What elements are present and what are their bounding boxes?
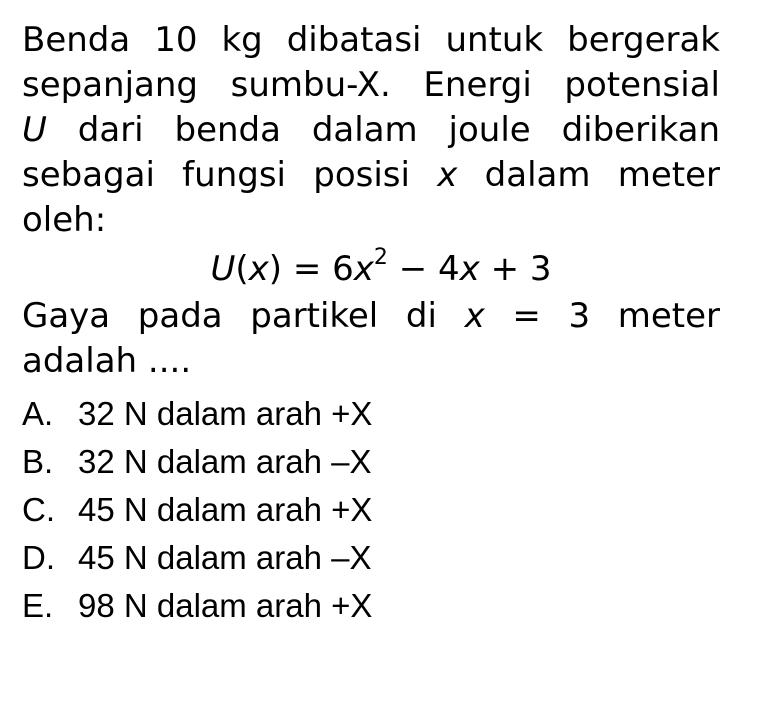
formula-arg: x (248, 249, 269, 289)
question-line-5: oleh: (22, 200, 107, 240)
question-line-4-tail: dalam meter (484, 155, 721, 195)
option-text: 45 N dalam arah –X (78, 539, 372, 576)
option-text: 45 N dalam arah +X (78, 491, 373, 528)
formula-func: U (210, 249, 236, 289)
option-d[interactable] (22, 534, 720, 582)
option-letter: E. (22, 587, 54, 624)
prompt-line-1 (22, 294, 720, 339)
option-e[interactable] (22, 582, 720, 630)
option-b[interactable] (22, 438, 720, 486)
var-u: U (22, 110, 47, 150)
option-letter: A. (22, 395, 54, 432)
option-letter: C. (22, 491, 55, 528)
formula-x-squared: x (353, 249, 374, 289)
question-page (22, 18, 720, 630)
prompt-line-2: adalah .... (22, 341, 192, 381)
option-letter: D. (22, 539, 55, 576)
prompt-line-1-text: Gaya pada partikel di (22, 296, 437, 336)
question-prompt (22, 294, 720, 384)
formula-close-paren: ) (268, 249, 283, 289)
prompt-line-1-tail: = 3 meter (512, 296, 720, 336)
option-text: 32 N dalam arah +X (78, 395, 373, 432)
question-line-4 (22, 153, 720, 198)
option-c[interactable] (22, 486, 720, 534)
var-x: x (437, 155, 458, 195)
option-a[interactable] (22, 390, 720, 438)
question-paragraph (22, 18, 720, 243)
question-line-1: Benda 10 kg dibatasi untuk bergerak (22, 20, 720, 60)
answer-options (22, 390, 720, 630)
prompt-var-x: x (464, 296, 485, 336)
potential-formula (22, 244, 720, 292)
question-line-3 (22, 108, 720, 153)
formula-open-paren: ( (235, 249, 249, 289)
formula-equals: = 6 (282, 249, 354, 289)
question-line-3-text: dari benda dalam joule diberikan (77, 110, 721, 150)
formula-middle: − 4 (387, 249, 460, 289)
formula-tail: + 3 (479, 249, 552, 289)
question-line-2: sepanjang sumbu-X. Energi potensial (22, 65, 720, 105)
option-text: 98 N dalam arah +X (78, 587, 373, 624)
option-letter: B. (22, 443, 54, 480)
formula-exponent: 2 (373, 244, 388, 270)
question-line-4-text: sebagai fungsi posisi (22, 155, 410, 195)
option-text: 32 N dalam arah –X (78, 443, 372, 480)
formula-x-linear: x (459, 249, 480, 289)
